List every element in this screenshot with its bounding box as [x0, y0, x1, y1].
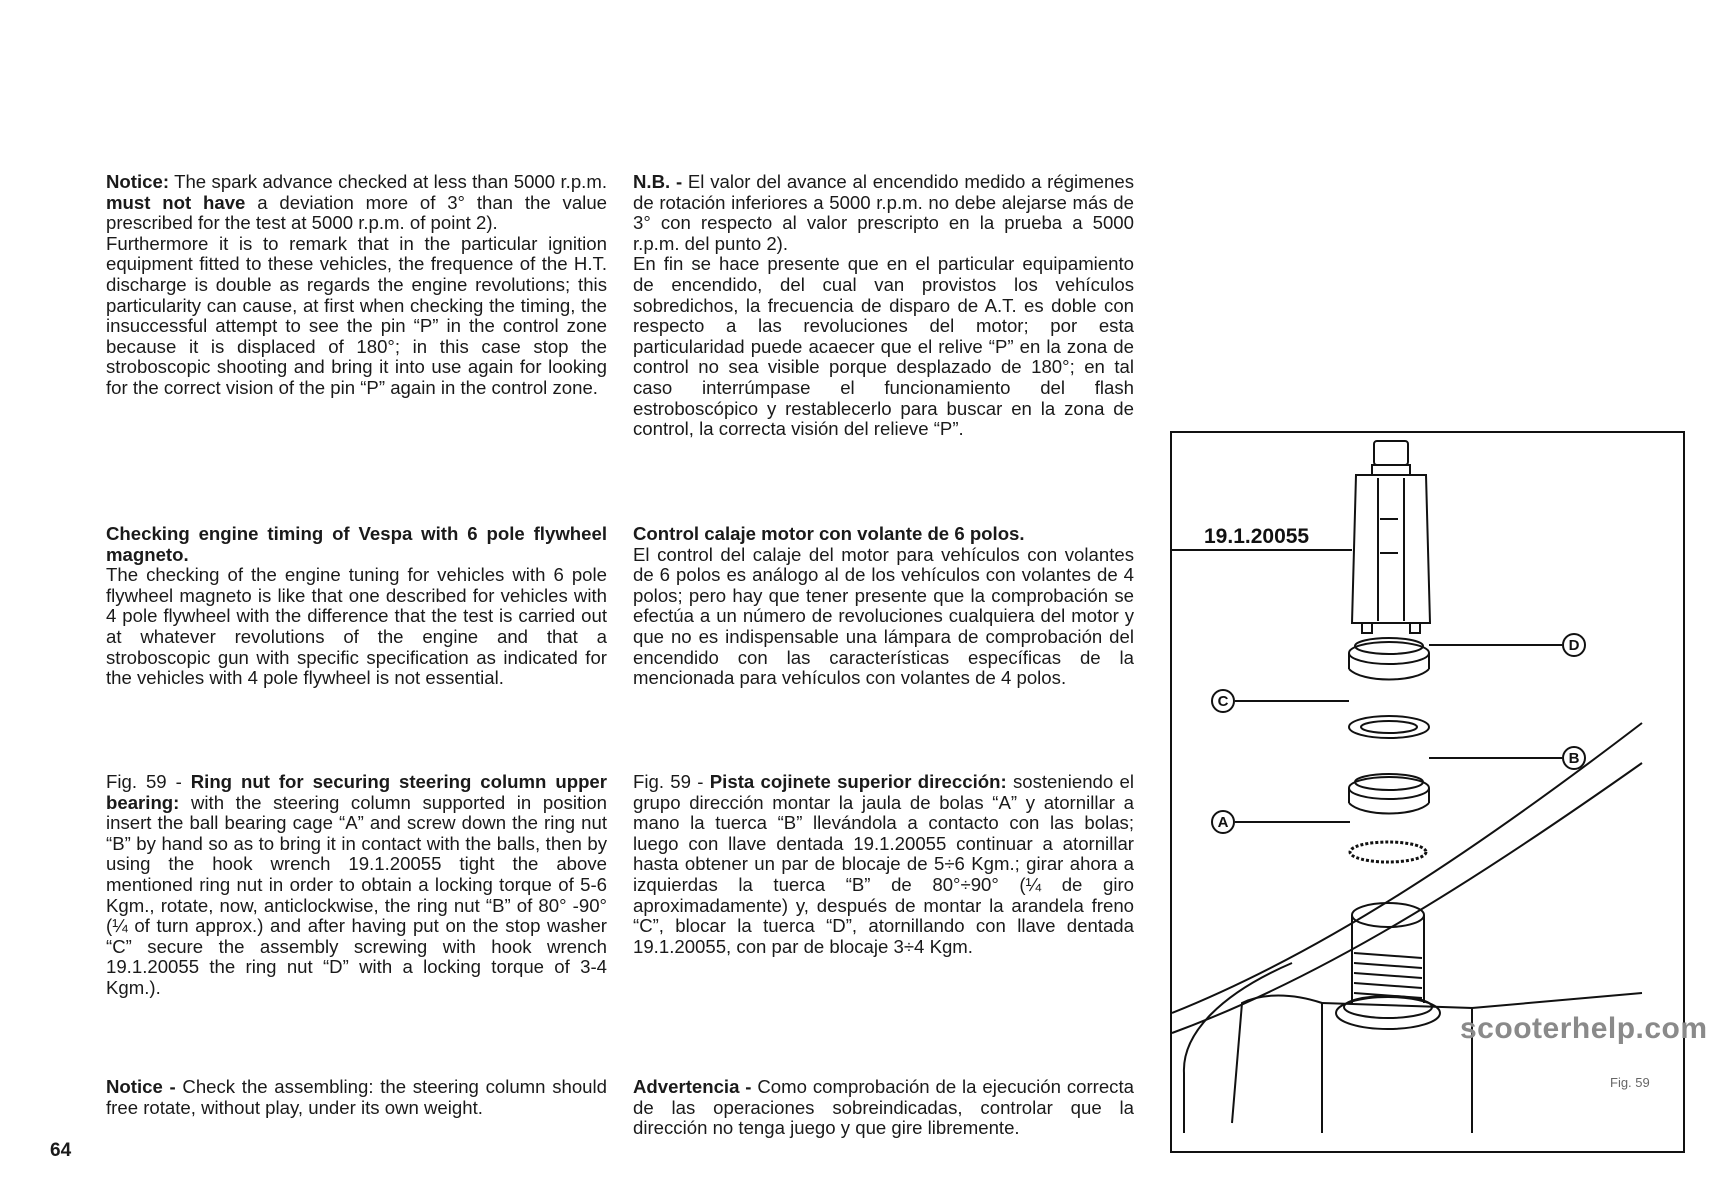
figure-caption: Fig. 59 — [1610, 1075, 1650, 1090]
fig59-paragraph-en: Fig. 59 - Ring nut for securing steering column upper bearing: with the steering column supported in position insert the ball bearing cage “A” and screw down the ring nut “B” by hand so as to bring it in contact with the balls, then by using the hook wrench 19.1.20055 tight the above mentioned ring nut in order to obtain a locking torque of 5-6 Kgm., rotate, now, anticlockwise, the ring nut “B” of 80° -90° (¼ of turn approx.) and after having put on the stop washer “C” secure the assembly screwing with hook wrench 19.1.20055 the ring nut “D” with a locking torque of 3-4 Kgm.). — [106, 771, 607, 998]
frame-curve-inner — [1172, 763, 1642, 1033]
advertencia-label-es: Advertencia - — [633, 1076, 752, 1097]
nb-label-es: N.B. - — [633, 171, 683, 192]
control-body-es: El control del calaje del motor para vehículos con volantes de 6 polos es análogo al de los vehículos con volantes de 4 polos; pero hay que tener presente que la comprobación se efectúa a un número de revoluciones cualquiera del motor y que no es indispensable una lámpara de comprobación del encendido con las características específicas de la mencionada para vehículos con volantes de 4 polos. — [633, 543, 1134, 689]
label-d: D — [1568, 637, 1580, 654]
notice-paragraph-en: Notice: The spark advance checked at less than 5000 r.p.m. must not have a deviation more of 3° than the value prescribed for the test at 5000 r.p.m. of point 2). Furthermore it is to remark that in the particular ignition equipment fitted to these vehicles, the frequence of the H.T. discharge is double as regards the engine revolutions; this particularity can cause, at first when checking the timing, the insuccessful attempt to see the pin “P” in the control zone because it is displaced of 180°; in this case stop the stroboscopic shooting and bring it into use again for looking for the correct vision of the pin “P” again in the control zone. — [106, 171, 607, 398]
nb-paragraph-es: N.B. - El valor del avance al encendido medido a régimenes de rotación inferiores a 5000 r.p.m. no debe alejarse más de 3° con respecto al valor prescripto en la prueba a 5000 r.p.m. del punto 2). En fin se hace presente que en el particular equipamiento de encendido, del cual van provistos los vehículos sobredichos, la frecuencia de disparo de A.T. es doble con respecto a las revoluciones del motor; por esta particularidad puede acaecer que el relive “P” en la zona de control no sea visible porque desplazado de 180°; en tal caso interrúmpase el funcionamiento del flash estroboscópico y restablecerlo para buscar en la zona de control, la correcta visión del relieve “P”. — [633, 171, 1134, 440]
label-a: A — [1217, 814, 1229, 831]
notice-body-en: Furthermore it is to remark that in the particular ignition equipment fitted to these vehicles, the frequence of the H.T. discharge is double as regards the engine revolutions; this particularity can cause, at first when checking the timing, the insuccessful attempt to see the pin “P” in the control zone because it is displaced of 180°; in this case stop the stroboscopic shooting and bring it into use again for looking for the correct vision of the pin “P” again in the control zone. — [106, 232, 607, 398]
tool-hex-head — [1374, 441, 1408, 465]
advertencia-paragraph-es: Advertencia - Como comprobación de la ejecución correcta de las operaciones sobreindicadas, controlar que la dirección no tenga juego y que gire libremente. — [633, 1076, 1134, 1139]
notice2-paragraph-en: Notice - Check the assembling: the steering column should free rotate, without play, under its own weight. — [106, 1076, 607, 1118]
control-section-es — [633, 524, 1134, 689]
tool-body — [1352, 475, 1430, 623]
fig59-title-en: Ring nut for securing steering column upper bearing: — [106, 771, 607, 813]
nb-body-es: En fin se hace presente que en el particular equipamiento de encendido, del cual van provistos los vehículos sobredichos, la frecuencia de disparo de A.T. es doble con respecto a las revoluciones del motor; por esta particularidad puede acaecer que el relive “P” en la zona de control no sea visible porque desplazado de 180°; en tal caso interrúmpase el funcionamiento del flash estroboscópico y restablecerlo para buscar en la zona de control, la correcta visión del relieve “P”. — [633, 253, 1134, 440]
notice-label-en: Notice: — [106, 171, 170, 192]
ring-nut-b — [1349, 777, 1429, 799]
checking-body-en: The checking of the engine tuning for vehicles with 6 pole flywheel magneto is like that one described for vehicles with 4 pole flywheel with the difference that the test is carried out at whatever revolutions of the engine and that a stroboscopic gun with specific specification as indicated for the vehicles with 4 pole flywheel is not essential. — [106, 564, 607, 689]
fig59-paragraph-es: Fig. 59 - Pista cojinete superior dirección: sosteniendo el grupo dirección montar la jaula de bolas “A” y atornillar a mano la tuerca “B” llevándola a contacto con las bolas; luego con llave dentada 19.1.20055 continuar a atornillar hasta obtener un par de blocaje de 5÷6 Kgm.; girar ahora a izquierdas la tuerca “B” de 80°÷90° (¼ de giro aproximadamente) y, después de montar la arandela freno “C”, blocar la tuerca “D”, atornillando con llave dentada 19.1.20055, con par de blocaje 3÷4 Kgm. — [633, 771, 1134, 957]
label-c: C — [1217, 693, 1229, 710]
label-b: B — [1568, 750, 1580, 767]
checking-title-en: Checking engine timing of Vespa with 6 pole flywheel magneto. — [106, 523, 607, 565]
page-number: 64 — [50, 1140, 72, 1161]
ball-cage-a — [1350, 842, 1426, 862]
checking-section-en — [106, 524, 607, 689]
watermark-text: scooterhelp.com — [1460, 1012, 1708, 1045]
control-title-es: Control calaje motor con volante de 6 polos. — [633, 523, 1025, 544]
fig59-title-es: Pista cojinete superior dirección: — [709, 771, 1007, 792]
notice2-label-en: Notice - — [106, 1076, 176, 1097]
tool-number-label: 19.1.20055 — [1204, 525, 1310, 548]
